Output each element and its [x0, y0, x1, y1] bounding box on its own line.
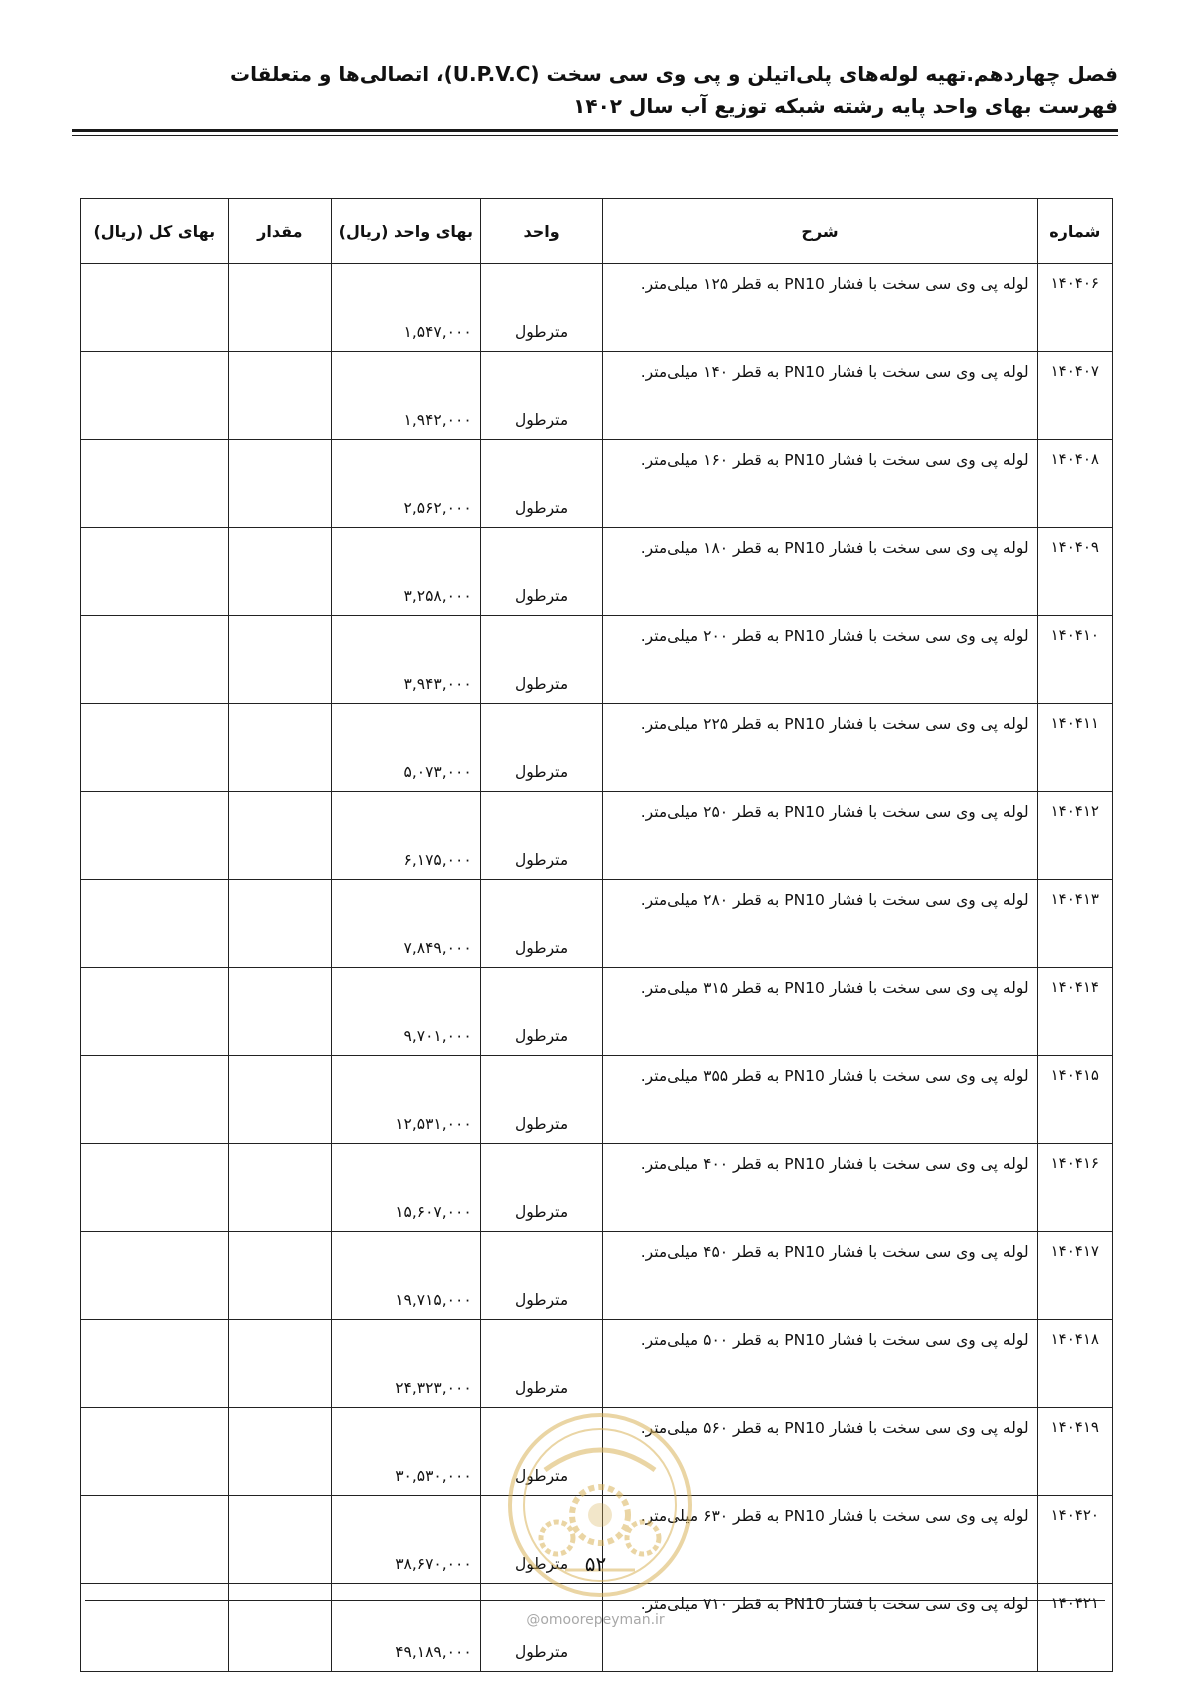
item-total-price	[81, 264, 229, 352]
item-description: لوله پی وی سی سخت با فشار PN10 به قطر ۵۶۰ میلی‌متر.	[603, 1408, 1037, 1496]
column-header-unit-price: بهای واحد (ریال)	[332, 199, 481, 264]
item-unit-price: ۴۹,۱۸۹,۰۰۰	[332, 1584, 481, 1672]
website-watermark: @omoorepeyman.ir	[526, 1612, 665, 1628]
table-row	[81, 264, 1113, 352]
item-total-price	[81, 616, 229, 704]
table-row	[81, 616, 1113, 704]
item-total-price	[81, 1232, 229, 1320]
item-unit-price: ۲۴,۳۲۳,۰۰۰	[332, 1320, 481, 1408]
item-unit: مترطول	[480, 792, 603, 880]
column-header-description: شرح	[603, 199, 1037, 264]
table-row	[81, 968, 1113, 1056]
item-code: ۱۴۰۴۱۱	[1037, 704, 1112, 792]
item-total-price	[81, 1144, 229, 1232]
item-unit: مترطول	[480, 1144, 603, 1232]
item-description: لوله پی وی سی سخت با فشار PN10 به قطر ۴۵۰ میلی‌متر.	[603, 1232, 1037, 1320]
page-number: ۵۲	[584, 1552, 607, 1576]
item-description: لوله پی وی سی سخت با فشار PN10 به قطر ۳۱۵ میلی‌متر.	[603, 968, 1037, 1056]
item-unit: مترطول	[480, 264, 603, 352]
item-unit-price: ۱۹,۷۱۵,۰۰۰	[332, 1232, 481, 1320]
item-description: لوله پی وی سی سخت با فشار PN10 به قطر ۱۶۰ میلی‌متر.	[603, 440, 1037, 528]
item-quantity	[228, 1056, 331, 1144]
item-unit: مترطول	[480, 352, 603, 440]
item-description: لوله پی وی سی سخت با فشار PN10 به قطر ۴۰۰ میلی‌متر.	[603, 1144, 1037, 1232]
column-header-code: شماره	[1037, 199, 1112, 264]
item-quantity	[228, 528, 331, 616]
item-description: لوله پی وی سی سخت با فشار PN10 به قطر ۵۰۰ میلی‌متر.	[603, 1320, 1037, 1408]
item-unit-price: ۱۵,۶۰۷,۰۰۰	[332, 1144, 481, 1232]
item-unit-price: ۳۸,۶۷۰,۰۰۰	[332, 1496, 481, 1584]
item-unit-price: ۵,۰۷۳,۰۰۰	[332, 704, 481, 792]
item-quantity	[228, 616, 331, 704]
item-unit: مترطول	[480, 1056, 603, 1144]
item-quantity	[228, 264, 331, 352]
table-row	[81, 880, 1113, 968]
item-description: لوله پی وی سی سخت با فشار PN10 به قطر ۲۰۰ میلی‌متر.	[603, 616, 1037, 704]
item-code: ۱۴۰۴۰۶	[1037, 264, 1112, 352]
item-unit-price: ۳,۲۵۸,۰۰۰	[332, 528, 481, 616]
footer-divider	[85, 1600, 1105, 1601]
price-list-title: فهرست بهای واحد پایه رشته شبکه توزیع آب سال ۱۴۰۲	[573, 94, 1118, 118]
item-code: ۱۴۰۴۱۶	[1037, 1144, 1112, 1232]
item-total-price	[81, 528, 229, 616]
item-code: ۱۴۰۴۱۴	[1037, 968, 1112, 1056]
table-row	[81, 1232, 1113, 1320]
item-code: ۱۴۰۴۲۰	[1037, 1496, 1112, 1584]
column-header-unit: واحد	[480, 199, 603, 264]
item-unit-price: ۳,۹۴۳,۰۰۰	[332, 616, 481, 704]
item-quantity	[228, 352, 331, 440]
item-description: لوله پی وی سی سخت با فشار PN10 به قطر ۱۸۰ میلی‌متر.	[603, 528, 1037, 616]
item-description: لوله پی وی سی سخت با فشار PN10 به قطر ۲۵۰ میلی‌متر.	[603, 792, 1037, 880]
item-quantity	[228, 1408, 331, 1496]
header-divider-thin	[72, 135, 1118, 136]
table-header-row	[81, 199, 1113, 264]
item-total-price	[81, 1408, 229, 1496]
item-quantity	[228, 440, 331, 528]
item-code: ۱۴۰۴۱۲	[1037, 792, 1112, 880]
price-table	[80, 198, 1113, 1672]
item-quantity	[228, 1320, 331, 1408]
column-header-total-price: بهای کل (ریال)	[81, 199, 229, 264]
item-unit: مترطول	[480, 528, 603, 616]
column-header-quantity: مقدار	[228, 199, 331, 264]
item-total-price	[81, 704, 229, 792]
item-code: ۱۴۰۴۰۸	[1037, 440, 1112, 528]
table-row	[81, 704, 1113, 792]
item-code: ۱۴۰۴۰۷	[1037, 352, 1112, 440]
table-row	[81, 528, 1113, 616]
item-total-price	[81, 1320, 229, 1408]
item-code: ۱۴۰۴۱۹	[1037, 1408, 1112, 1496]
table-row	[81, 1056, 1113, 1144]
table-row	[81, 352, 1113, 440]
table-row	[81, 1408, 1113, 1496]
item-unit: مترطول	[480, 880, 603, 968]
table-row	[81, 792, 1113, 880]
item-unit-price: ۱۲,۵۳۱,۰۰۰	[332, 1056, 481, 1144]
item-quantity	[228, 968, 331, 1056]
item-code: ۱۴۰۴۱۷	[1037, 1232, 1112, 1320]
item-code: ۱۴۰۴۱۰	[1037, 616, 1112, 704]
header-divider-thick	[72, 129, 1118, 132]
item-unit: مترطول	[480, 1232, 603, 1320]
table-row	[81, 440, 1113, 528]
item-unit: مترطول	[480, 968, 603, 1056]
item-quantity	[228, 704, 331, 792]
item-description: لوله پی وی سی سخت با فشار PN10 به قطر ۱۴۰ میلی‌متر.	[603, 352, 1037, 440]
chapter-title: فصل چهاردهم.تهیه لوله‌های پلی‌اتیلن و پی وی سی سخت (U.P.V.C)، اتصالی‌ها و متعلقات	[230, 62, 1118, 86]
item-total-price	[81, 440, 229, 528]
page-header	[72, 58, 1118, 122]
item-total-price	[81, 1056, 229, 1144]
item-unit: مترطول	[480, 1496, 603, 1584]
item-description: لوله پی وی سی سخت با فشار PN10 به قطر ۲۲۵ میلی‌متر.	[603, 704, 1037, 792]
item-description: لوله پی وی سی سخت با فشار PN10 به قطر ۷۱۰ میلی‌متر.	[603, 1584, 1037, 1672]
item-unit: مترطول	[480, 616, 603, 704]
item-total-price	[81, 792, 229, 880]
item-unit: مترطول	[480, 704, 603, 792]
item-description: لوله پی وی سی سخت با فشار PN10 به قطر ۶۳۰ میلی‌متر.	[603, 1496, 1037, 1584]
item-code: ۱۴۰۴۱۳	[1037, 880, 1112, 968]
item-description: لوله پی وی سی سخت با فشار PN10 به قطر ۲۸۰ میلی‌متر.	[603, 880, 1037, 968]
item-quantity	[228, 792, 331, 880]
item-total-price	[81, 880, 229, 968]
item-unit-price: ۱,۹۴۲,۰۰۰	[332, 352, 481, 440]
item-quantity	[228, 1232, 331, 1320]
item-description: لوله پی وی سی سخت با فشار PN10 به قطر ۱۲۵ میلی‌متر.	[603, 264, 1037, 352]
item-quantity	[228, 1144, 331, 1232]
item-unit-price: ۱,۵۴۷,۰۰۰	[332, 264, 481, 352]
item-total-price	[81, 352, 229, 440]
item-unit-price: ۶,۱۷۵,۰۰۰	[332, 792, 481, 880]
item-code: ۱۴۰۴۲۱	[1037, 1584, 1112, 1672]
item-quantity	[228, 880, 331, 968]
item-unit-price: ۹,۷۰۱,۰۰۰	[332, 968, 481, 1056]
item-total-price	[81, 968, 229, 1056]
table-row	[81, 1144, 1113, 1232]
item-unit: مترطول	[480, 1408, 603, 1496]
item-unit-price: ۲,۵۶۲,۰۰۰	[332, 440, 481, 528]
item-unit: مترطول	[480, 440, 603, 528]
item-description: لوله پی وی سی سخت با فشار PN10 به قطر ۳۵۵ میلی‌متر.	[603, 1056, 1037, 1144]
table-row	[81, 1320, 1113, 1408]
item-code: ۱۴۰۴۱۸	[1037, 1320, 1112, 1408]
item-unit: مترطول	[480, 1320, 603, 1408]
item-code: ۱۴۰۴۰۹	[1037, 528, 1112, 616]
item-unit: مترطول	[480, 1584, 603, 1672]
item-unit-price: ۳۰,۵۳۰,۰۰۰	[332, 1408, 481, 1496]
table-body	[81, 264, 1113, 1672]
item-code: ۱۴۰۴۱۵	[1037, 1056, 1112, 1144]
item-unit-price: ۷,۸۴۹,۰۰۰	[332, 880, 481, 968]
